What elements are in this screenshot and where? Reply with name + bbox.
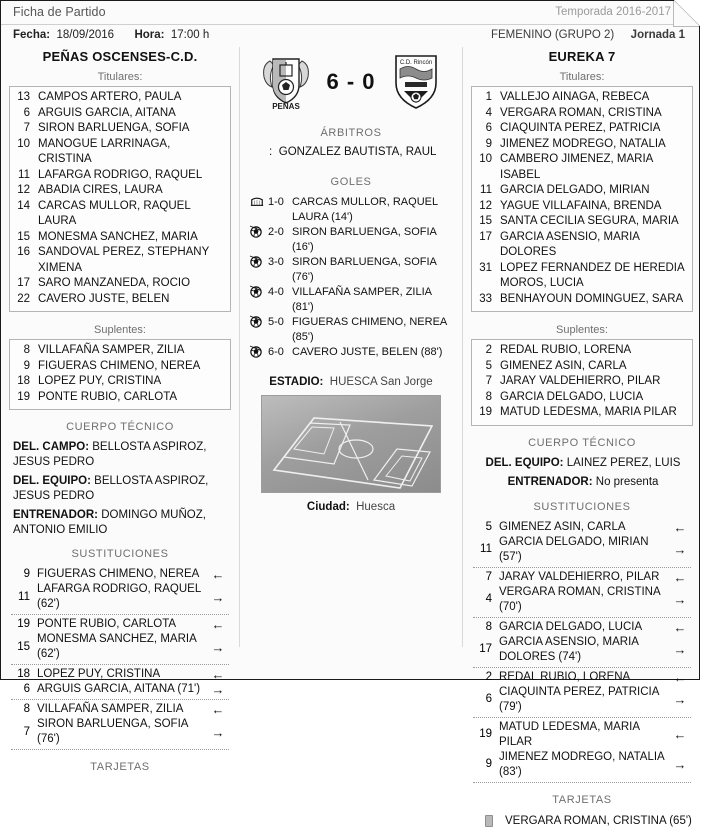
svg-text:PEÑAS: PEÑAS [273, 102, 301, 111]
penas-oscenses-crest [258, 51, 314, 113]
player-number: 10 [474, 152, 500, 168]
arrow-in-icon: ← [207, 567, 229, 582]
arrow-in-icon: ← [669, 570, 691, 585]
player-number: 16 [12, 245, 38, 261]
player-name: VALLEJO AINAGA, REBECA [500, 90, 649, 106]
arrow-out-icon: → [669, 592, 691, 607]
staff-name: No presenta [596, 476, 659, 488]
table-row [12, 390, 226, 406]
stadium-row [246, 376, 456, 388]
player-name: LAFARGA RODRIGO, RAQUEL [38, 168, 202, 184]
player-number: 15 [12, 230, 38, 246]
player-name: GARCIA ASENSIO, MARIA DOLORES (74') [499, 635, 669, 665]
player-name: GARCIA ASENSIO, MARIA DOLORES [500, 230, 688, 261]
table-row [12, 230, 226, 246]
page-title: Ficha de Partido [13, 5, 106, 19]
home-starters-label: Titulares: [9, 71, 231, 83]
player-number: 19 [473, 727, 499, 742]
arrow-out-icon: → [207, 725, 229, 740]
staff-name: BELLOSTA ASPIROZ, JESUS PEDRO [13, 475, 208, 502]
stadium-value: HUESCA San Jorge [330, 376, 433, 388]
player-name: PONTE RUBIO, CARLOTA [38, 390, 177, 406]
player-number: 6 [11, 682, 37, 697]
table-row [12, 121, 226, 137]
player-number: 6 [12, 106, 38, 122]
player-name: MONESMA SANCHEZ, MARIA [38, 230, 198, 246]
goals-list [250, 195, 454, 362]
arrow-out-icon: → [207, 682, 229, 697]
player-number: 6 [473, 692, 499, 707]
player-name: REDAL RUBIO, LORENA [499, 670, 669, 685]
player-name: PONTE RUBIO, CARLOTA [37, 617, 207, 632]
referee-name: GONZALEZ BAUTISTA, RAUL [279, 146, 437, 158]
player-number: 8 [11, 702, 37, 717]
staff-role: DEL. EQUIPO: [13, 475, 91, 487]
football-icon [250, 255, 266, 272]
player-name: LOPEZ FERNANDEZ DE HEREDIA MOROS, LUCIA [500, 261, 688, 292]
away-cards-list [471, 813, 693, 829]
player-name: CARCAS MULLOR, RAQUEL LAURA [38, 199, 226, 230]
player-number: 17 [474, 230, 500, 246]
goal-row [250, 315, 454, 344]
match-meta-row [1, 25, 699, 47]
staff-name: DOMINGO MUÑOZ, ANTONIO EMILIO [13, 509, 206, 536]
player-name: GIMENEZ ASIN, CARLA [500, 359, 627, 375]
substitution-in-row [473, 720, 691, 750]
season-label: Temporada 2016-2017 [555, 6, 671, 18]
home-substitutions-list [11, 567, 229, 750]
player-name: JIMENEZ MODREGO, NATALIA [500, 137, 666, 153]
away-starters-label: Titulares: [471, 71, 693, 83]
substitution-in-row [11, 567, 229, 582]
player-number: 19 [12, 390, 38, 406]
arrow-in-icon: ← [669, 670, 691, 685]
stadium-label: ESTADIO: [269, 376, 323, 388]
goal-row [250, 225, 454, 254]
table-row [12, 292, 226, 308]
staff-row [13, 440, 229, 469]
substitution-out-row [473, 750, 691, 780]
player-number: 17 [473, 642, 499, 657]
player-name: VERGARA ROMAN, CRISTINA [500, 106, 662, 122]
player-name: JIMENEZ MODREGO, NATALIA (83') [499, 750, 669, 780]
table-row [474, 90, 688, 106]
player-number: 8 [473, 620, 499, 635]
arrow-in-icon: ← [207, 702, 229, 717]
player-name: SIRON BARLUENGA, SOFIA [38, 121, 189, 137]
substitution-in-row [11, 617, 229, 632]
table-row [12, 199, 226, 230]
goal-scorer: VILLAFAÑA SAMPER, ZILIA (81') [292, 285, 454, 314]
player-name: JARAY VALDEHIERRO, PILAR [500, 374, 660, 390]
substitution-in-row [473, 570, 691, 585]
away-subs-label: Suplentes: [471, 324, 693, 336]
substitution-pair [11, 702, 229, 750]
table-row [474, 230, 688, 261]
player-name: ARGUIS GARCIA, AITANA [38, 106, 176, 122]
date-value: 18/09/2016 [56, 29, 114, 41]
substitution-in-row [11, 667, 229, 682]
player-name: GIMENEZ ASIN, CARLA [499, 520, 669, 535]
content-columns [1, 47, 699, 829]
goal-score: 1-0 [266, 195, 292, 210]
player-name: CAMPOS ARTERO, PAULA [38, 90, 181, 106]
arrow-out-icon: → [669, 757, 691, 772]
table-row [12, 374, 226, 390]
goal-score: 2-0 [266, 225, 292, 240]
arrow-in-icon: ← [669, 520, 691, 535]
player-number: 2 [474, 343, 500, 359]
player-name: REDAL RUBIO, LORENA [500, 343, 631, 359]
player-number: 15 [11, 640, 37, 655]
player-number: 7 [474, 374, 500, 390]
goals-heading: GOLES [246, 176, 456, 188]
player-number: 7 [11, 725, 37, 740]
player-number: 5 [474, 359, 500, 375]
goal-row [250, 195, 454, 224]
staff-role: DEL. CAMPO: [13, 441, 89, 453]
player-name: CAVERO JUSTE, BELEN [38, 292, 169, 308]
player-name: MANOGUE LARRINAGA, CRISTINA [38, 137, 226, 168]
player-number: 7 [473, 570, 499, 585]
player-number: 9 [474, 137, 500, 153]
player-number: 19 [11, 617, 37, 632]
goal-score: 6-0 [266, 345, 292, 360]
table-row [12, 90, 226, 106]
player-name: MONESMA SANCHEZ, MARIA (62') [37, 632, 207, 662]
player-number: 12 [474, 199, 500, 215]
player-name: GARCIA DELGADO, MIRIAN [500, 183, 650, 199]
yellow-card-icon [485, 815, 493, 827]
table-row [12, 343, 226, 359]
player-number: 31 [474, 261, 500, 277]
home-starters-list [9, 86, 231, 312]
player-name: SIRON BARLUENGA, SOFIA (76') [37, 717, 207, 747]
corner-fold-decoration [673, 1, 699, 27]
substitution-pair [11, 617, 229, 665]
substitution-pair [473, 520, 691, 568]
eureka-7-crest [388, 51, 444, 113]
player-number: 9 [473, 757, 499, 772]
time-label: Hora: [134, 29, 164, 41]
player-number: 11 [11, 590, 37, 605]
arrow-out-icon: → [207, 640, 229, 655]
away-team-name: EUREKA 7 [471, 49, 693, 64]
arrow-in-icon: ← [669, 620, 691, 635]
player-number: 11 [474, 183, 500, 199]
football-icon [250, 225, 266, 242]
category-label: FEMENINO (GRUPO 2) [491, 29, 614, 41]
substitution-in-row [473, 620, 691, 635]
staff-name: BELLOSTA ASPIROZ, JESUS PEDRO [13, 441, 206, 468]
arrow-out-icon: → [207, 590, 229, 605]
date-label: Fecha: [13, 29, 50, 41]
matchday-label: Jornada 1 [631, 29, 685, 41]
substitution-pair [473, 670, 691, 718]
away-substitutions-list [473, 520, 691, 783]
scoreboard [246, 51, 456, 113]
player-name: MATUD LEDESMA, MARIA PILAR [499, 720, 669, 750]
player-number: 13 [12, 90, 38, 106]
player-name: SANDOVAL PEREZ, STEPHANY XIMENA [38, 245, 226, 276]
table-row [474, 106, 688, 122]
titlebar [1, 1, 699, 25]
staff-role: ENTRENADOR: [13, 509, 98, 521]
away-team-column [463, 47, 701, 829]
svg-text:C.D. Rincón: C.D. Rincón [399, 60, 431, 66]
substitution-out-row [11, 632, 229, 662]
player-number: 18 [11, 667, 37, 682]
substitution-in-row [473, 670, 691, 685]
player-number: 1 [474, 90, 500, 106]
player-name: GARCIA DELGADO, MIRIAN (57') [499, 535, 669, 565]
arrow-out-icon: → [669, 642, 691, 657]
referee-colon: : [266, 146, 276, 158]
player-name: LOPEZ PUY, CRISTINA [37, 667, 207, 682]
table-row [12, 359, 226, 375]
staff-row [475, 456, 691, 471]
home-team-column [1, 47, 239, 780]
staff-row [475, 475, 691, 490]
home-cards-heading: TARJETAS [9, 761, 231, 773]
goal-scorer: SIRON BARLUENGA, SOFIA (16') [292, 225, 454, 254]
city-row [246, 501, 456, 513]
substitution-pair [473, 620, 691, 668]
table-row [474, 405, 688, 421]
table-row [12, 137, 226, 168]
arrow-in-icon: ← [207, 617, 229, 632]
staff-name: LAINEZ PEREZ, LUIS [567, 457, 681, 469]
staff-row [13, 474, 229, 503]
goal-score: 4-0 [266, 285, 292, 300]
goal-row [250, 345, 454, 362]
substitution-pair [473, 570, 691, 618]
player-number: 5 [473, 520, 499, 535]
table-row [474, 292, 688, 308]
player-name: ABADIA CIRES, LAURA [38, 183, 163, 199]
goal-scorer: FIGUERAS CHIMENO, NEREA (85') [292, 315, 454, 344]
player-name: YAGUE VILLAFAINA, BRENDA [500, 199, 661, 215]
player-name: VILLAFAÑA SAMPER, ZILIA [38, 343, 184, 359]
player-name: ARGUIS GARCIA, AITANA (71') [37, 682, 207, 697]
substitution-out-row [473, 685, 691, 715]
player-name: GARCIA DELGADO, LUCIA [500, 390, 643, 406]
substitution-in-row [11, 702, 229, 717]
player-name: JARAY VALDEHIERRO, PILAR [499, 570, 669, 585]
home-staff-heading: CUERPO TÉCNICO [9, 421, 231, 433]
substitution-out-row [11, 682, 229, 697]
table-row [12, 106, 226, 122]
table-row [474, 359, 688, 375]
substitution-out-row [473, 585, 691, 615]
player-number: 11 [473, 542, 499, 557]
home-bench-list [9, 339, 231, 410]
player-name: VERGARA ROMAN, CRISTINA (70') [499, 585, 669, 615]
away-cards-heading: TARJETAS [471, 794, 693, 806]
goal-score: 5-0 [266, 315, 292, 330]
table-row [474, 343, 688, 359]
player-number: 7 [12, 121, 38, 137]
player-number: 4 [474, 106, 500, 122]
table-row [474, 121, 688, 137]
player-number: 4 [473, 592, 499, 607]
player-number: 9 [12, 359, 38, 375]
away-staff-list [475, 456, 691, 490]
player-number: 8 [474, 390, 500, 406]
arrow-in-icon: ← [669, 727, 691, 742]
table-row [474, 390, 688, 406]
home-substitutions-heading: SUSTITUCIONES [9, 548, 231, 560]
football-icon [250, 315, 266, 332]
away-bench-list [471, 339, 693, 426]
player-name: GARCIA DELGADO, LUCIA [499, 620, 669, 635]
goal-scorer: CAVERO JUSTE, BELEN (88') [292, 345, 442, 360]
staff-role: ENTRENADOR: [508, 476, 593, 488]
table-row [474, 214, 688, 230]
player-number: 33 [474, 292, 500, 308]
referees-heading: ÁRBITROS [246, 127, 456, 139]
player-number: 19 [474, 405, 500, 421]
player-name: LOPEZ PUY, CRISTINA [38, 374, 161, 390]
staff-row [13, 508, 229, 537]
score-value: 6 - 0 [326, 69, 375, 95]
football-icon [250, 285, 266, 302]
away-staff-heading: CUERPO TÉCNICO [471, 437, 693, 449]
arrow-out-icon: → [669, 542, 691, 557]
player-number: 11 [12, 168, 38, 184]
home-subs-label: Suplentes: [9, 324, 231, 336]
table-row [12, 245, 226, 276]
table-row [474, 261, 688, 292]
table-row [12, 183, 226, 199]
goal-scorer: SIRON BARLUENGA, SOFIA (76') [292, 255, 454, 284]
player-name: BENHAYOUN DOMINGUEZ, SARA [500, 292, 683, 308]
table-row [474, 137, 688, 153]
home-staff-list [13, 440, 229, 537]
home-team-name: PEÑAS OSCENSES-C.D. [9, 49, 231, 64]
player-name: FIGUERAS CHIMENO, NEREA [38, 359, 200, 375]
table-row [474, 374, 688, 390]
table-row [474, 183, 688, 199]
time-value: 17:00 h [171, 29, 209, 41]
away-substitutions-heading: SUSTITUCIONES [471, 501, 693, 513]
player-number: 10 [12, 137, 38, 153]
player-number: 14 [12, 199, 38, 215]
player-number: 12 [12, 183, 38, 199]
arrow-out-icon: → [669, 692, 691, 707]
category-group [491, 29, 685, 41]
player-name: SARO MANZANEDA, ROCIO [38, 276, 190, 292]
player-number: 15 [474, 214, 500, 230]
substitution-in-row [473, 520, 691, 535]
player-number: 8 [12, 343, 38, 359]
player-number: 18 [12, 374, 38, 390]
football-icon [250, 345, 266, 362]
card-row [485, 813, 693, 829]
table-row [474, 152, 688, 183]
match-center-column [239, 47, 463, 647]
referee-row [246, 146, 456, 158]
substitution-out-row [11, 582, 229, 612]
substitution-out-row [473, 535, 691, 565]
player-number: 9 [11, 567, 37, 582]
player-number: 6 [474, 121, 500, 137]
player-name: VERGARA ROMAN, CRISTINA (65') [505, 813, 692, 829]
city-value: Huesca [356, 501, 395, 513]
player-name: VILLAFAÑA SAMPER, ZILIA [37, 702, 207, 717]
table-row [12, 276, 226, 292]
substitution-out-row [473, 635, 691, 665]
player-name: SANTA CECILIA SEGURA, MARIA [500, 214, 679, 230]
arrow-in-icon: ← [207, 667, 229, 682]
substitution-pair [11, 667, 229, 700]
goal-row [250, 255, 454, 284]
player-name: FIGUERAS CHIMENO, NEREA [37, 567, 207, 582]
player-name: MATUD LEDESMA, MARIA PILAR [500, 405, 677, 421]
stadium-photo [261, 395, 441, 493]
player-name: CIAQUINTA PEREZ, PATRICIA (79') [499, 685, 669, 715]
date-time-group [13, 29, 209, 41]
substitution-pair [11, 567, 229, 615]
away-starters-list [471, 86, 693, 312]
player-number: 17 [12, 276, 38, 292]
staff-role: DEL. EQUIPO: [486, 457, 564, 469]
substitution-out-row [11, 717, 229, 747]
goal-scorer: CARCAS MULLOR, RAQUEL LAURA (14') [292, 195, 454, 224]
table-row [12, 168, 226, 184]
player-number: 2 [473, 670, 499, 685]
substitution-pair [473, 720, 691, 783]
goal-net-icon [250, 195, 266, 211]
player-number: 22 [12, 292, 38, 308]
city-label: Ciudad: [307, 501, 350, 513]
player-name: LAFARGA RODRIGO, RAQUEL (62') [37, 582, 207, 612]
player-name: CIAQUINTA PEREZ, PATRICIA [500, 121, 660, 137]
player-name: CAMBERO JIMENEZ, MARIA ISABEL [500, 152, 688, 183]
table-row [474, 199, 688, 215]
goal-score: 3-0 [266, 255, 292, 270]
goal-row [250, 285, 454, 314]
